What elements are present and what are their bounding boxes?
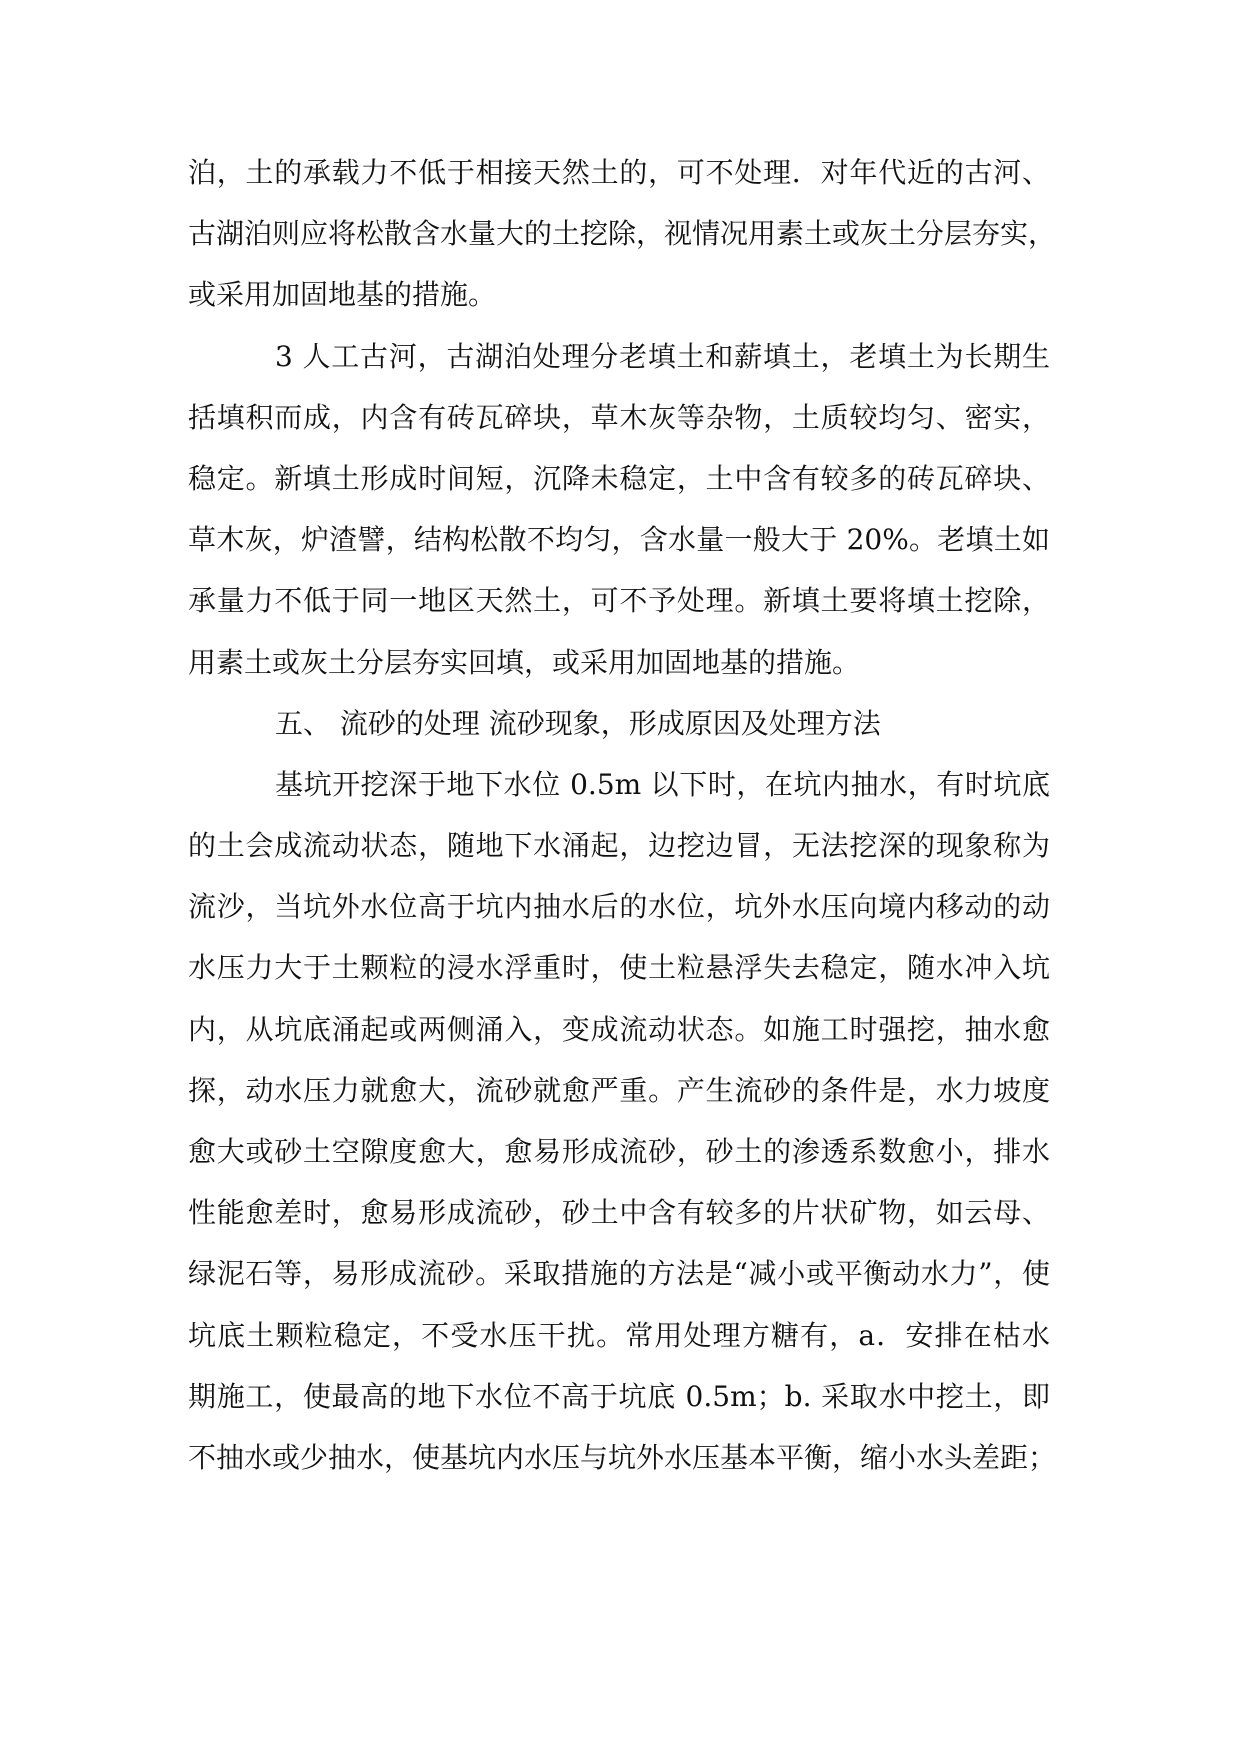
text-line: 泊，土的承载力不低于相接天然土的，可不处理．对年代近的古河、 [188, 156, 1050, 189]
text-line: 水压力大于土颗粒的浸水浮重时，使土粒悬浮失去稳定，随水冲入坑 [188, 951, 1050, 985]
text-line: 稳定。新填土形成时间短，沉降未稳定，土中含有较多的砖瓦碎块、 [188, 461, 1050, 495]
text-line: 括填积而成，内含有砖瓦碎块，草木灰等杂物，土质较均匀、密实， [188, 400, 1050, 434]
text-line: 的土会成流动状态，随地下水涌起，边挖边冒，无法挖深的现象称为 [188, 829, 1050, 863]
text-line: 愈大或砂土空隙度愈大，愈易形成流砂，砂土的渗透系数愈小，排水 [188, 1135, 1050, 1168]
text-line: 承量力不低于同一地区天然土，可不予处理。新填土要将填土挖除， [188, 584, 1050, 618]
text-line: 性能愈差时，愈易形成流砂，砂土中含有较多的片状矿物，如云母、 [188, 1196, 1050, 1230]
text-line: 绿泥石等，易形成流砂。采取措施的方法是“减小或平衡动水力”，使 [188, 1257, 1050, 1291]
text-line: 古湖泊则应将松散含水量大的土挖除，视情况用素土或灰土分层夯实， [188, 217, 1057, 251]
document-page [188, 142, 1057, 1488]
paragraph-first-line: 基坑开挖深于地下水位 0.5m 以下时，在坑内抽水，有时坑底 [275, 767, 1050, 801]
text-line: 用素土或灰土分层夯实回填，或采用加固地基的措施。 [188, 645, 861, 679]
paragraph-first-line: 3 人工古河，古湖泊处理分老填土和薪填土，老填土为长期生 [275, 339, 1050, 373]
text-line: 内，从坑底涌起或两侧涌入，变成流动状态。如施工时强挖，抽水愈 [188, 1012, 1050, 1046]
text-line: 坑底土颗粒稳定，不受水压干扰。常用处理方糖有，a．安排在枯水 [188, 1318, 1050, 1352]
text-line: 或采用加固地基的措施。 [188, 278, 497, 312]
text-line: 草木灰，炉渣譬，结构松散不均匀，含水量一般大于 20%。老填土如 [188, 523, 1050, 557]
section-heading: 五、 流砂的处理 流砂现象，形成原因及处理方法 [275, 706, 881, 740]
text-line: 流沙，当坑外水位高于坑内抽水后的水位，坑外水压向境内移动的动 [188, 890, 1050, 924]
text-line: 期施工，使最高的地下水位不高于坑底 0.5m；b. 采取水中挖土，即 [188, 1379, 1050, 1413]
text-line: 探，动水压力就愈大，流砂就愈严重。产生流砂的条件是，水力坡度 [188, 1073, 1050, 1107]
text-line: 不抽水或少抽水，使基坑内水压与坑外水压基本平衡，缩小水头差距； [188, 1440, 1057, 1474]
